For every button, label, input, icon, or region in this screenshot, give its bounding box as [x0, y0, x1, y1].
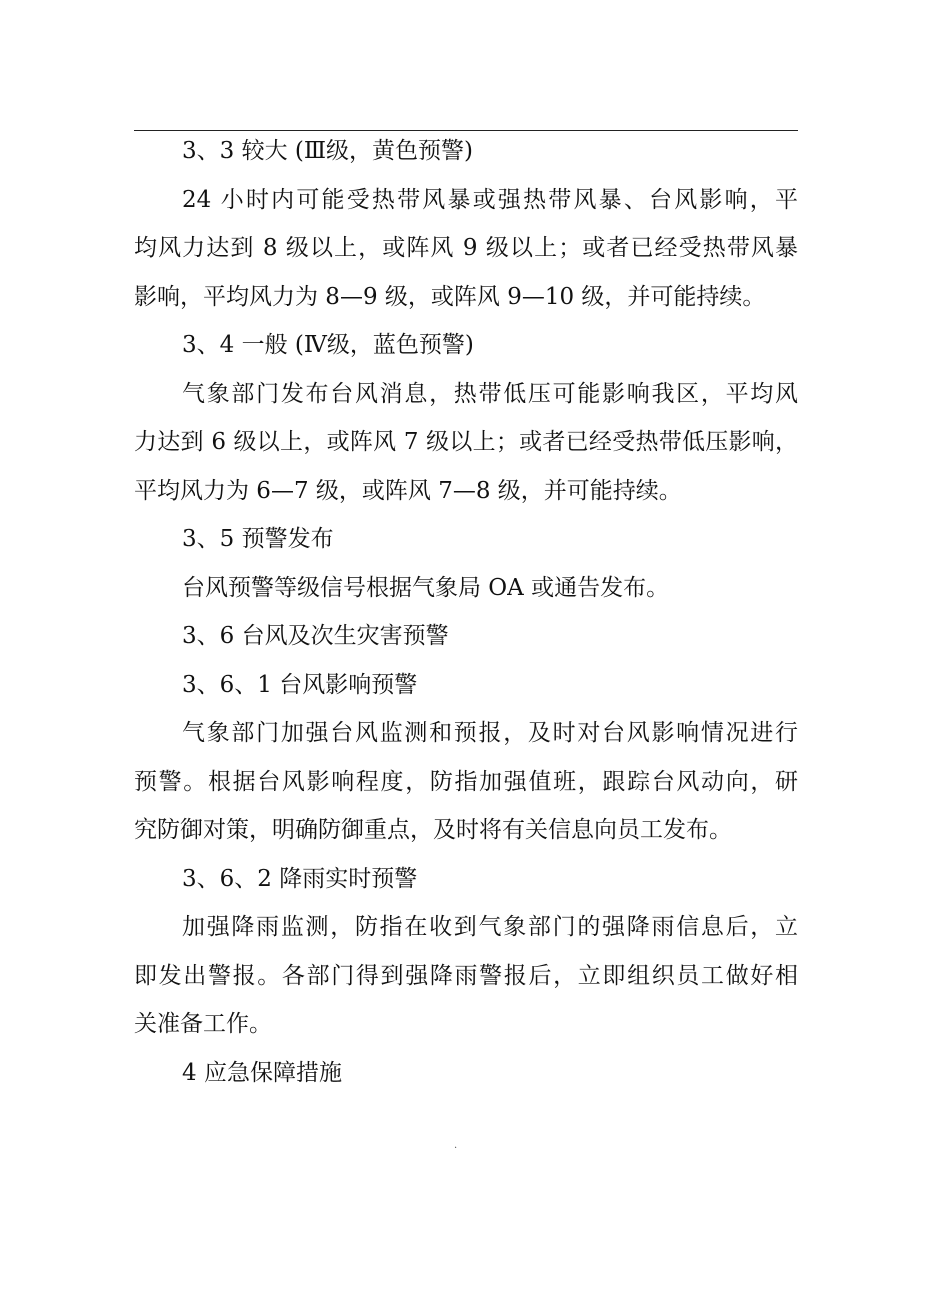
paragraph-line: 影响，平均风力为 8—9 级，或阵风 9—10 级，并可能持续。 [134, 283, 766, 310]
paragraph-line: 气象部门加强台风监测和预报，及时对台风影响情况进行 [182, 720, 798, 746]
heading-3-4: 3、4 一般 (Ⅳ级，蓝色预警) [182, 332, 474, 358]
paragraph-line: 关准备工作。 [134, 1011, 272, 1037]
paragraph-line: 气象部门发布台风消息，热带低压可能影响我区，平均风 [182, 380, 798, 407]
heading-3-3: 3、3 较大 (Ⅲ级，黄色预警) [182, 138, 474, 164]
paragraph-line: 24 小时内可能受热带风暴或强热带风暴、台风影响，平 [182, 186, 798, 213]
heading-3-6: 3、6 台风及次生灾害预警 [182, 623, 449, 649]
paragraph-line: 即发出警报。各部门得到强降雨警报后，立即组织员工做好相 [134, 962, 798, 989]
paragraph-line: 力达到 6 级以上，或阵风 7 级以上；或者已经受热带低压影响， [134, 429, 798, 455]
heading-4: 4 应急保障措施 [182, 1059, 342, 1086]
document-body [134, 127, 798, 1097]
paragraph-line: 究防御对策，明确防御重点，及时将有关信息向员工发布。 [134, 817, 732, 843]
paragraph-line: 均风力达到 8 级以上，或阵风 9 级以上；或者已经受热带风暴 [134, 235, 798, 261]
paragraph-line: 台风预警等级信号根据气象局 OA 或通告发布。 [182, 574, 670, 601]
page-marker: . [454, 1140, 458, 1151]
paragraph-line: 预警。根据台风影响程度，防指加强值班，跟踪台风动向，研 [134, 768, 798, 795]
paragraph-line: 平均风力为 6—7 级，或阵风 7—8 级，并可能持续。 [134, 477, 682, 504]
heading-3-6-1: 3、6、1 台风影响预警 [182, 671, 418, 698]
paragraph-line: 加强降雨监测，防指在收到气象部门的强降雨信息后，立 [182, 914, 798, 940]
heading-3-6-2: 3、6、2 降雨实时预警 [182, 865, 418, 892]
heading-3-5: 3、5 预警发布 [182, 526, 334, 552]
